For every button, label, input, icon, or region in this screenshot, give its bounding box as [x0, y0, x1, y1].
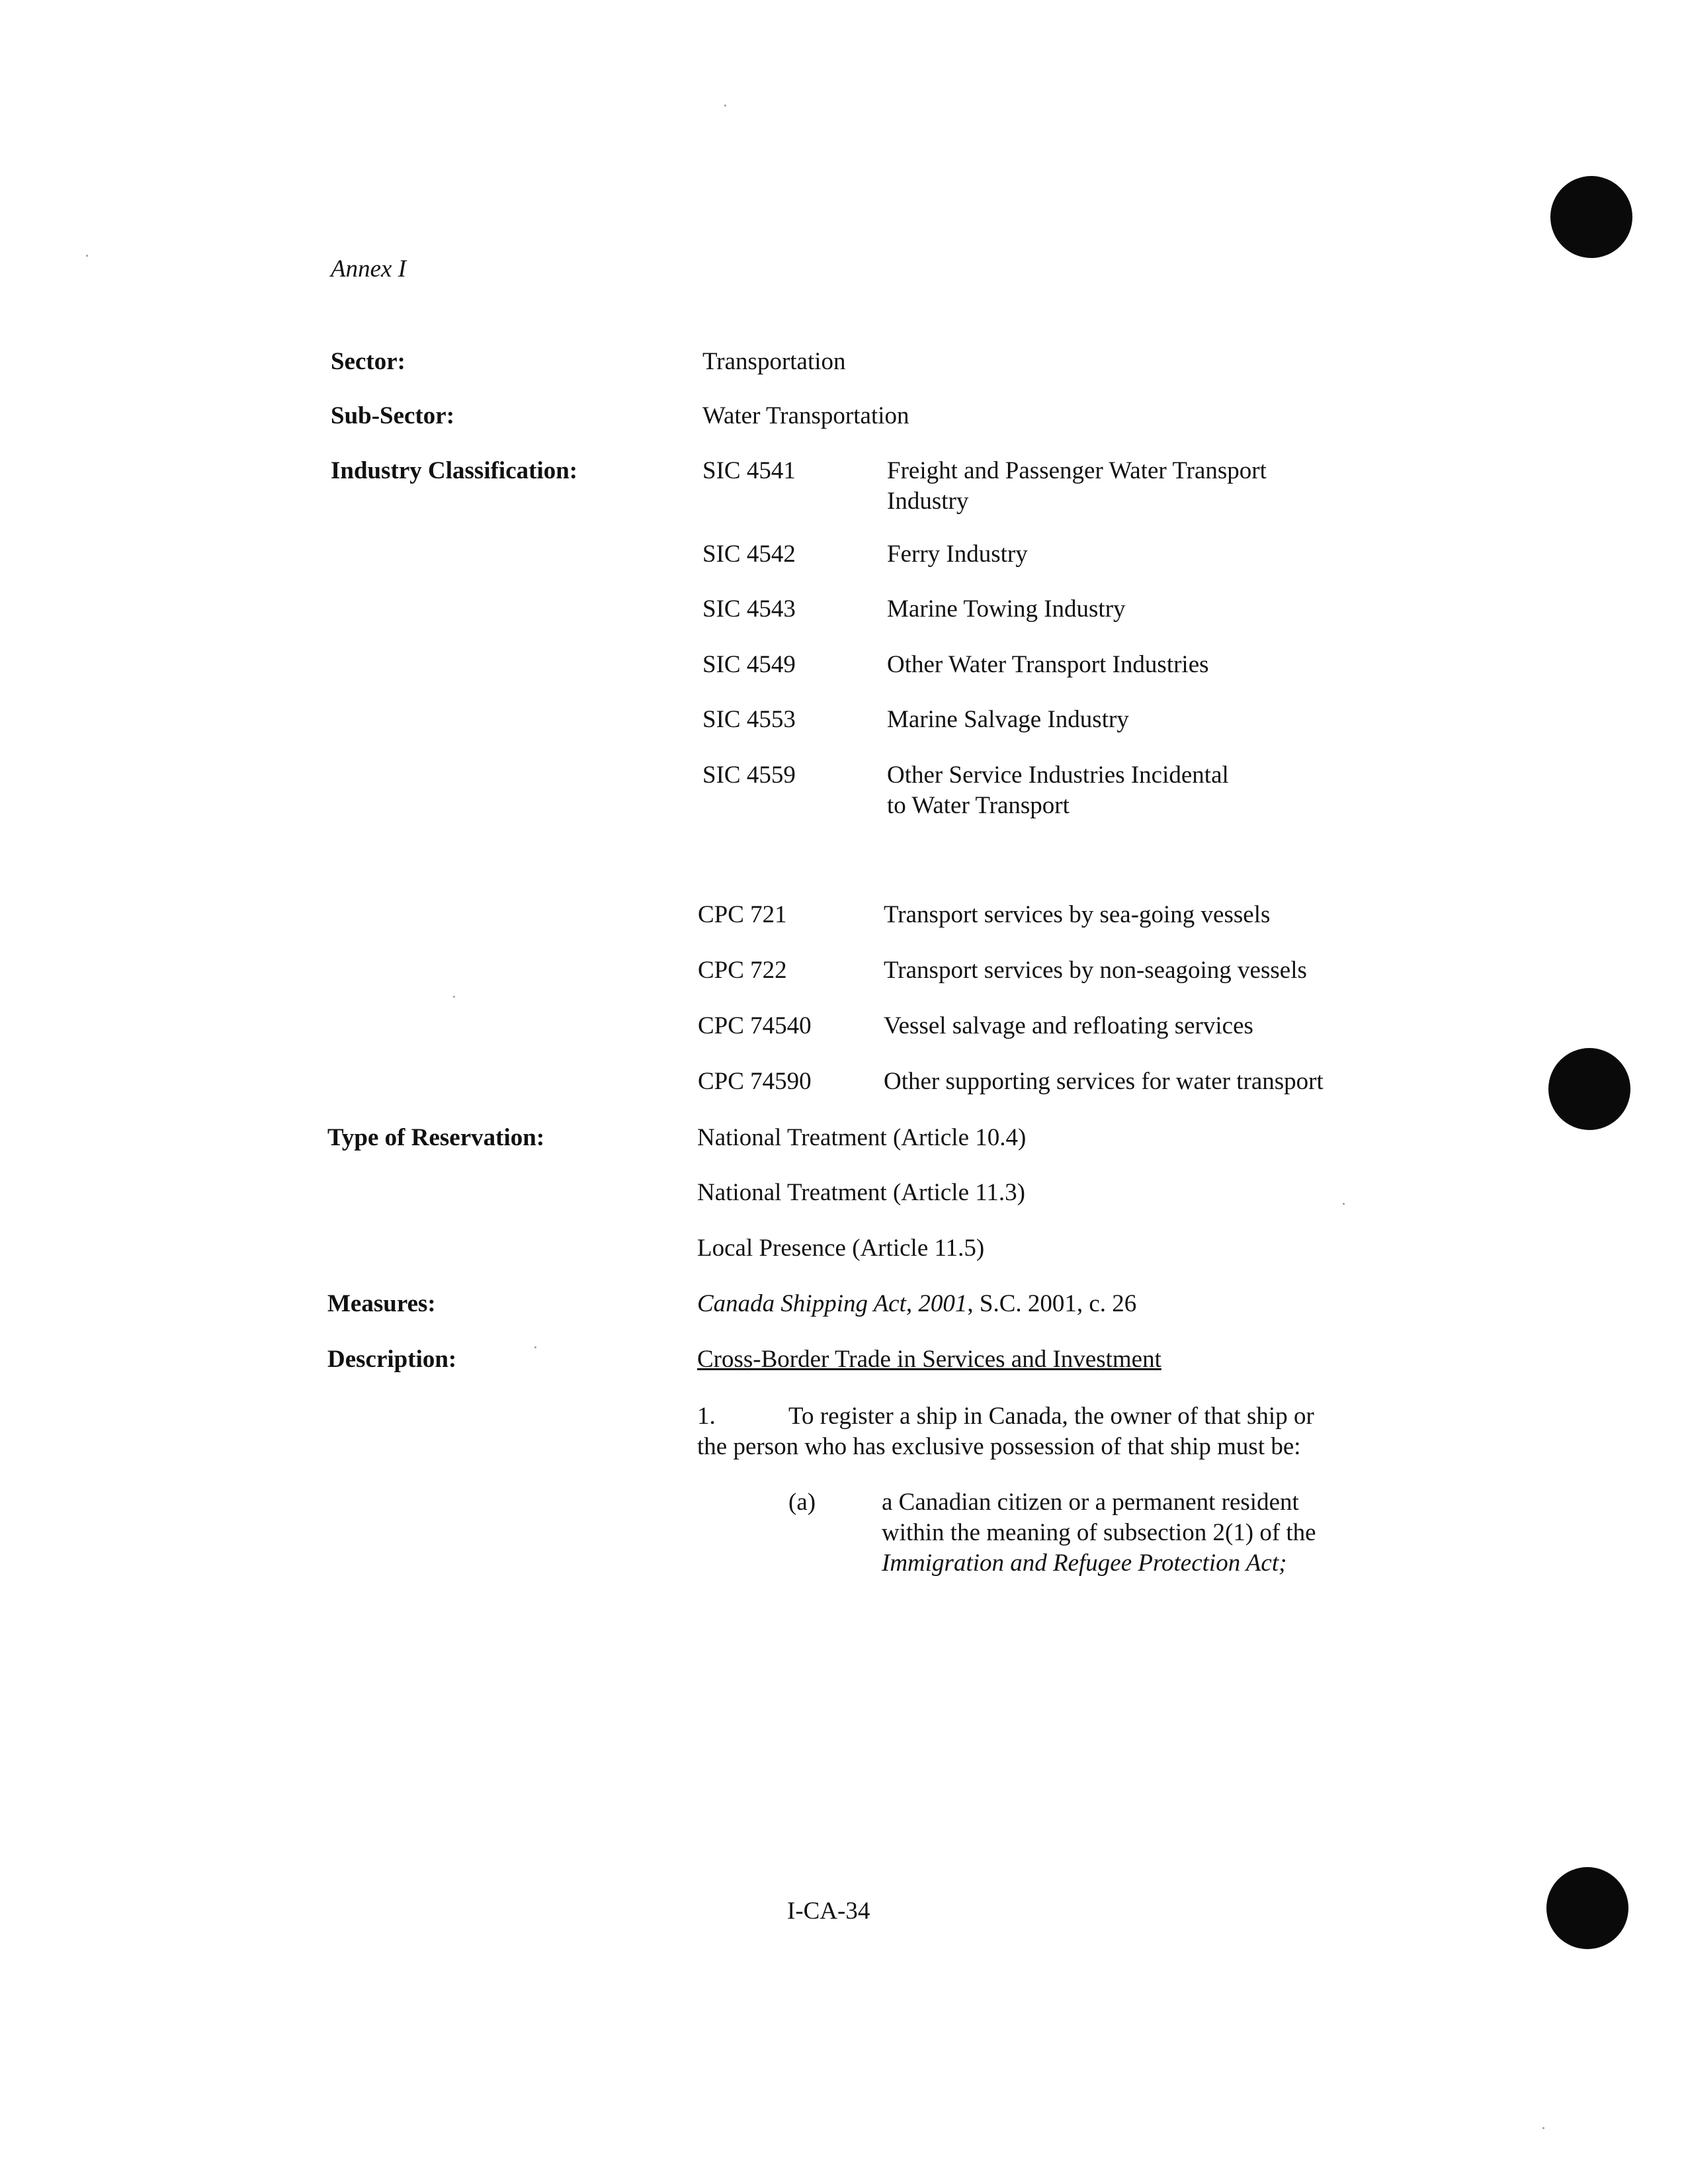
cpc-description: Vessel salvage and refloating services	[884, 1012, 1253, 1039]
sic-description: Freight and Passenger Water Transport	[887, 457, 1267, 484]
scan-speck	[534, 1346, 536, 1348]
cpc-description: Other supporting services for water transport	[884, 1068, 1324, 1095]
measures-value	[697, 1289, 1136, 1319]
measures-label: Measures:	[327, 1290, 436, 1317]
reservation-item: Local Presence (Article 11.5)	[697, 1235, 985, 1262]
sic-code: SIC 4553	[702, 706, 796, 733]
description-heading: Cross-Border Trade in Services and Investment	[697, 1346, 1161, 1373]
sic-code: SIC 4543	[702, 595, 796, 623]
scan-speck	[1343, 1203, 1345, 1205]
binder-hole-bottom	[1546, 1867, 1628, 1949]
sic-description: Other Service Industries Incidental	[887, 762, 1229, 789]
cpc-description: Transport services by sea-going vessels	[884, 901, 1271, 928]
scan-speck	[453, 996, 455, 998]
binder-hole-top	[1550, 176, 1632, 258]
sic-description-cont: to Water Transport	[887, 792, 1070, 819]
sic-description: Other Water Transport Industries	[887, 651, 1209, 678]
page-number: I-CA-34	[787, 1898, 870, 1925]
sic-description: Marine Salvage Industry	[887, 706, 1129, 733]
item-marker: (a)	[788, 1489, 816, 1516]
description-label: Description:	[327, 1346, 457, 1373]
sic-code: SIC 4559	[702, 762, 796, 789]
sic-description: Marine Towing Industry	[887, 595, 1126, 623]
paragraph-line: To register a ship in Canada, the owner of that ship or	[788, 1403, 1314, 1430]
cpc-code: CPC 74540	[698, 1012, 812, 1039]
reservation-item: National Treatment (Article 10.4)	[697, 1124, 1027, 1151]
sic-description-cont: Industry	[887, 488, 969, 515]
sic-code: SIC 4542	[702, 541, 796, 568]
measures-citation: , S.C. 2001, c. 26	[967, 1290, 1137, 1317]
cpc-code: CPC 721	[698, 901, 787, 928]
sub-sector-value: Water Transportation	[702, 402, 909, 429]
cpc-description: Transport services by non-seagoing vessels	[884, 957, 1307, 984]
measures-act-title: Canada Shipping Act, 2001	[697, 1290, 968, 1317]
item-line: Immigration and Refugee Protection Act;	[882, 1550, 1287, 1577]
scan-speck	[724, 105, 726, 107]
sic-code: SIC 4541	[702, 457, 796, 484]
cpc-code: CPC 74590	[698, 1068, 812, 1095]
paragraph-line: the person who has exclusive possession of that ship must be:	[697, 1433, 1301, 1460]
annex-heading: Annex I	[331, 255, 407, 283]
cpc-code: CPC 722	[698, 957, 787, 984]
sic-code: SIC 4549	[702, 651, 796, 678]
sub-sector-label: Sub-Sector:	[331, 402, 455, 429]
paragraph-number: 1.	[697, 1403, 716, 1430]
sector-value: Transportation	[702, 348, 846, 375]
item-line: a Canadian citizen or a permanent resident	[882, 1489, 1299, 1516]
reservation-item: National Treatment (Article 11.3)	[697, 1179, 1025, 1206]
binder-hole-middle	[1548, 1048, 1630, 1130]
sector-label: Sector:	[331, 348, 405, 375]
sic-description: Ferry Industry	[887, 541, 1028, 568]
scan-speck	[1542, 2127, 1544, 2129]
scan-speck	[86, 255, 88, 257]
type-of-reservation-label: Type of Reservation:	[327, 1124, 545, 1151]
industry-classification-label: Industry Classification:	[331, 457, 578, 484]
item-line: within the meaning of subsection 2(1) of the	[882, 1519, 1316, 1546]
